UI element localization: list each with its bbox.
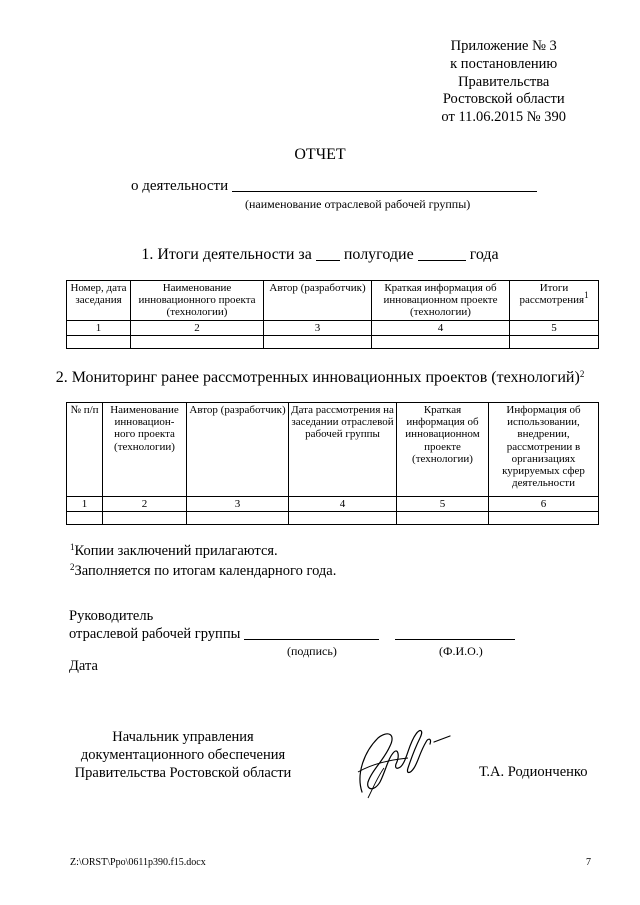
- section1-heading-b: полугодие: [343, 246, 414, 263]
- table1-header: Автор (разработчик): [264, 281, 372, 321]
- appendix-line: к постановлению: [450, 55, 558, 72]
- chief-title-line: Начальник управления: [112, 729, 254, 745]
- table2-number: 2: [103, 497, 187, 512]
- table2-number: 1: [67, 497, 103, 512]
- table2-number: 6: [489, 497, 599, 512]
- half-year-blank[interactable]: [316, 246, 340, 261]
- section2-table: [66, 402, 599, 525]
- footnote-text: Заполняется по итогам календарного года.: [74, 563, 337, 579]
- table2-cell[interactable]: [103, 512, 187, 525]
- table1-number: 4: [372, 321, 510, 336]
- signature-line: [69, 626, 515, 643]
- footnote: [70, 563, 336, 580]
- fio-caption: (Ф.И.О.): [439, 644, 483, 658]
- table1-number: 5: [510, 321, 599, 336]
- table1-cell[interactable]: [67, 336, 131, 349]
- chief-title: [68, 728, 298, 782]
- appendix-line: Правительства: [458, 73, 550, 90]
- table2-number: 4: [289, 497, 397, 512]
- table2-header: Краткая информация об инновационном проекте (технологии): [397, 403, 489, 497]
- table2-cell[interactable]: [289, 512, 397, 525]
- footnote-text: Копии заключений прилагаются.: [74, 543, 278, 559]
- file-path: Z:\ORST\Ppo\0611p390.f15.docx: [70, 857, 206, 868]
- signature-role-line2: отраслевой рабочей группы: [69, 626, 241, 642]
- fio-blank[interactable]: [395, 626, 515, 640]
- date-label: Дата: [69, 658, 98, 674]
- table2-number: 3: [187, 497, 289, 512]
- table1-header: Краткая информация об инновационном проекте (технологии): [372, 281, 510, 321]
- about-blank[interactable]: [232, 177, 537, 192]
- document-title: ОТЧЕТ: [294, 146, 346, 163]
- table1-cell[interactable]: [372, 336, 510, 349]
- section1-heading-c: года: [469, 246, 499, 263]
- year-blank[interactable]: [418, 246, 466, 261]
- table2-cell[interactable]: [187, 512, 289, 525]
- table2-header: № п/п: [67, 403, 103, 497]
- table2-cell[interactable]: [489, 512, 599, 525]
- table1-number: 2: [131, 321, 264, 336]
- chief-name: Т.А. Родионченко: [479, 764, 588, 780]
- about-line: [131, 177, 537, 195]
- signature-caption: (подпись): [287, 644, 337, 658]
- table2-cell[interactable]: [397, 512, 489, 525]
- page-number: 7: [586, 857, 591, 868]
- table2-header: Автор (разработчик): [187, 403, 289, 497]
- table2-header: Наименование инновацион-ного проекта (технологии): [103, 403, 187, 497]
- about-label: о деятельности: [131, 178, 229, 194]
- table1-cell[interactable]: [264, 336, 372, 349]
- table1-cell[interactable]: [510, 336, 599, 349]
- footnote-mark: 1: [70, 542, 75, 552]
- footnote: [70, 543, 278, 560]
- table2-number: 5: [397, 497, 489, 512]
- table1-cell[interactable]: [131, 336, 264, 349]
- table1-number: 1: [67, 321, 131, 336]
- footnote-mark: 2: [579, 369, 585, 379]
- appendix-line: от 11.06.2015 № 390: [441, 109, 566, 126]
- table2-header: Дата рассмотрения на заседании отраслевой рабочей группы: [289, 403, 397, 497]
- about-caption: (наименование отраслевой рабочей группы): [245, 197, 471, 211]
- handwritten-signature: [338, 712, 458, 804]
- table1-header: Номер, дата заседания: [67, 281, 131, 321]
- section2-heading: [0, 369, 640, 387]
- footnote-mark: 1: [584, 290, 589, 301]
- footnote-mark: 2: [70, 562, 75, 572]
- chief-title-line: документационного обеспечения: [80, 747, 286, 763]
- section1-heading-a: 1. Итоги деятельности за: [141, 246, 312, 263]
- signature-blank[interactable]: [244, 626, 379, 640]
- table2-cell[interactable]: [67, 512, 103, 525]
- chief-title-line: Правительства Ростовской области: [74, 765, 292, 781]
- signature-role: Руководитель: [69, 608, 154, 624]
- table1-number: 3: [264, 321, 372, 336]
- table1-header: [510, 281, 599, 321]
- appendix-line: Приложение № 3: [450, 38, 557, 54]
- appendix-block: [441, 38, 566, 127]
- appendix-line: Ростовской области: [442, 91, 565, 108]
- table1-header-text: Итоги рассмотрения: [519, 282, 585, 307]
- table1-header: Наименование инновационного проекта (технологии): [131, 281, 264, 321]
- table2-header: Информация об использовании, внедрении, рассмотрении в организациях курируемых сфер деятельности: [489, 403, 599, 497]
- section1-heading: [0, 246, 640, 264]
- section1-table: [66, 280, 599, 349]
- section2-heading-text: 2. Мониторинг ранее рассмотренных инновационных проектов (технологий): [55, 369, 580, 386]
